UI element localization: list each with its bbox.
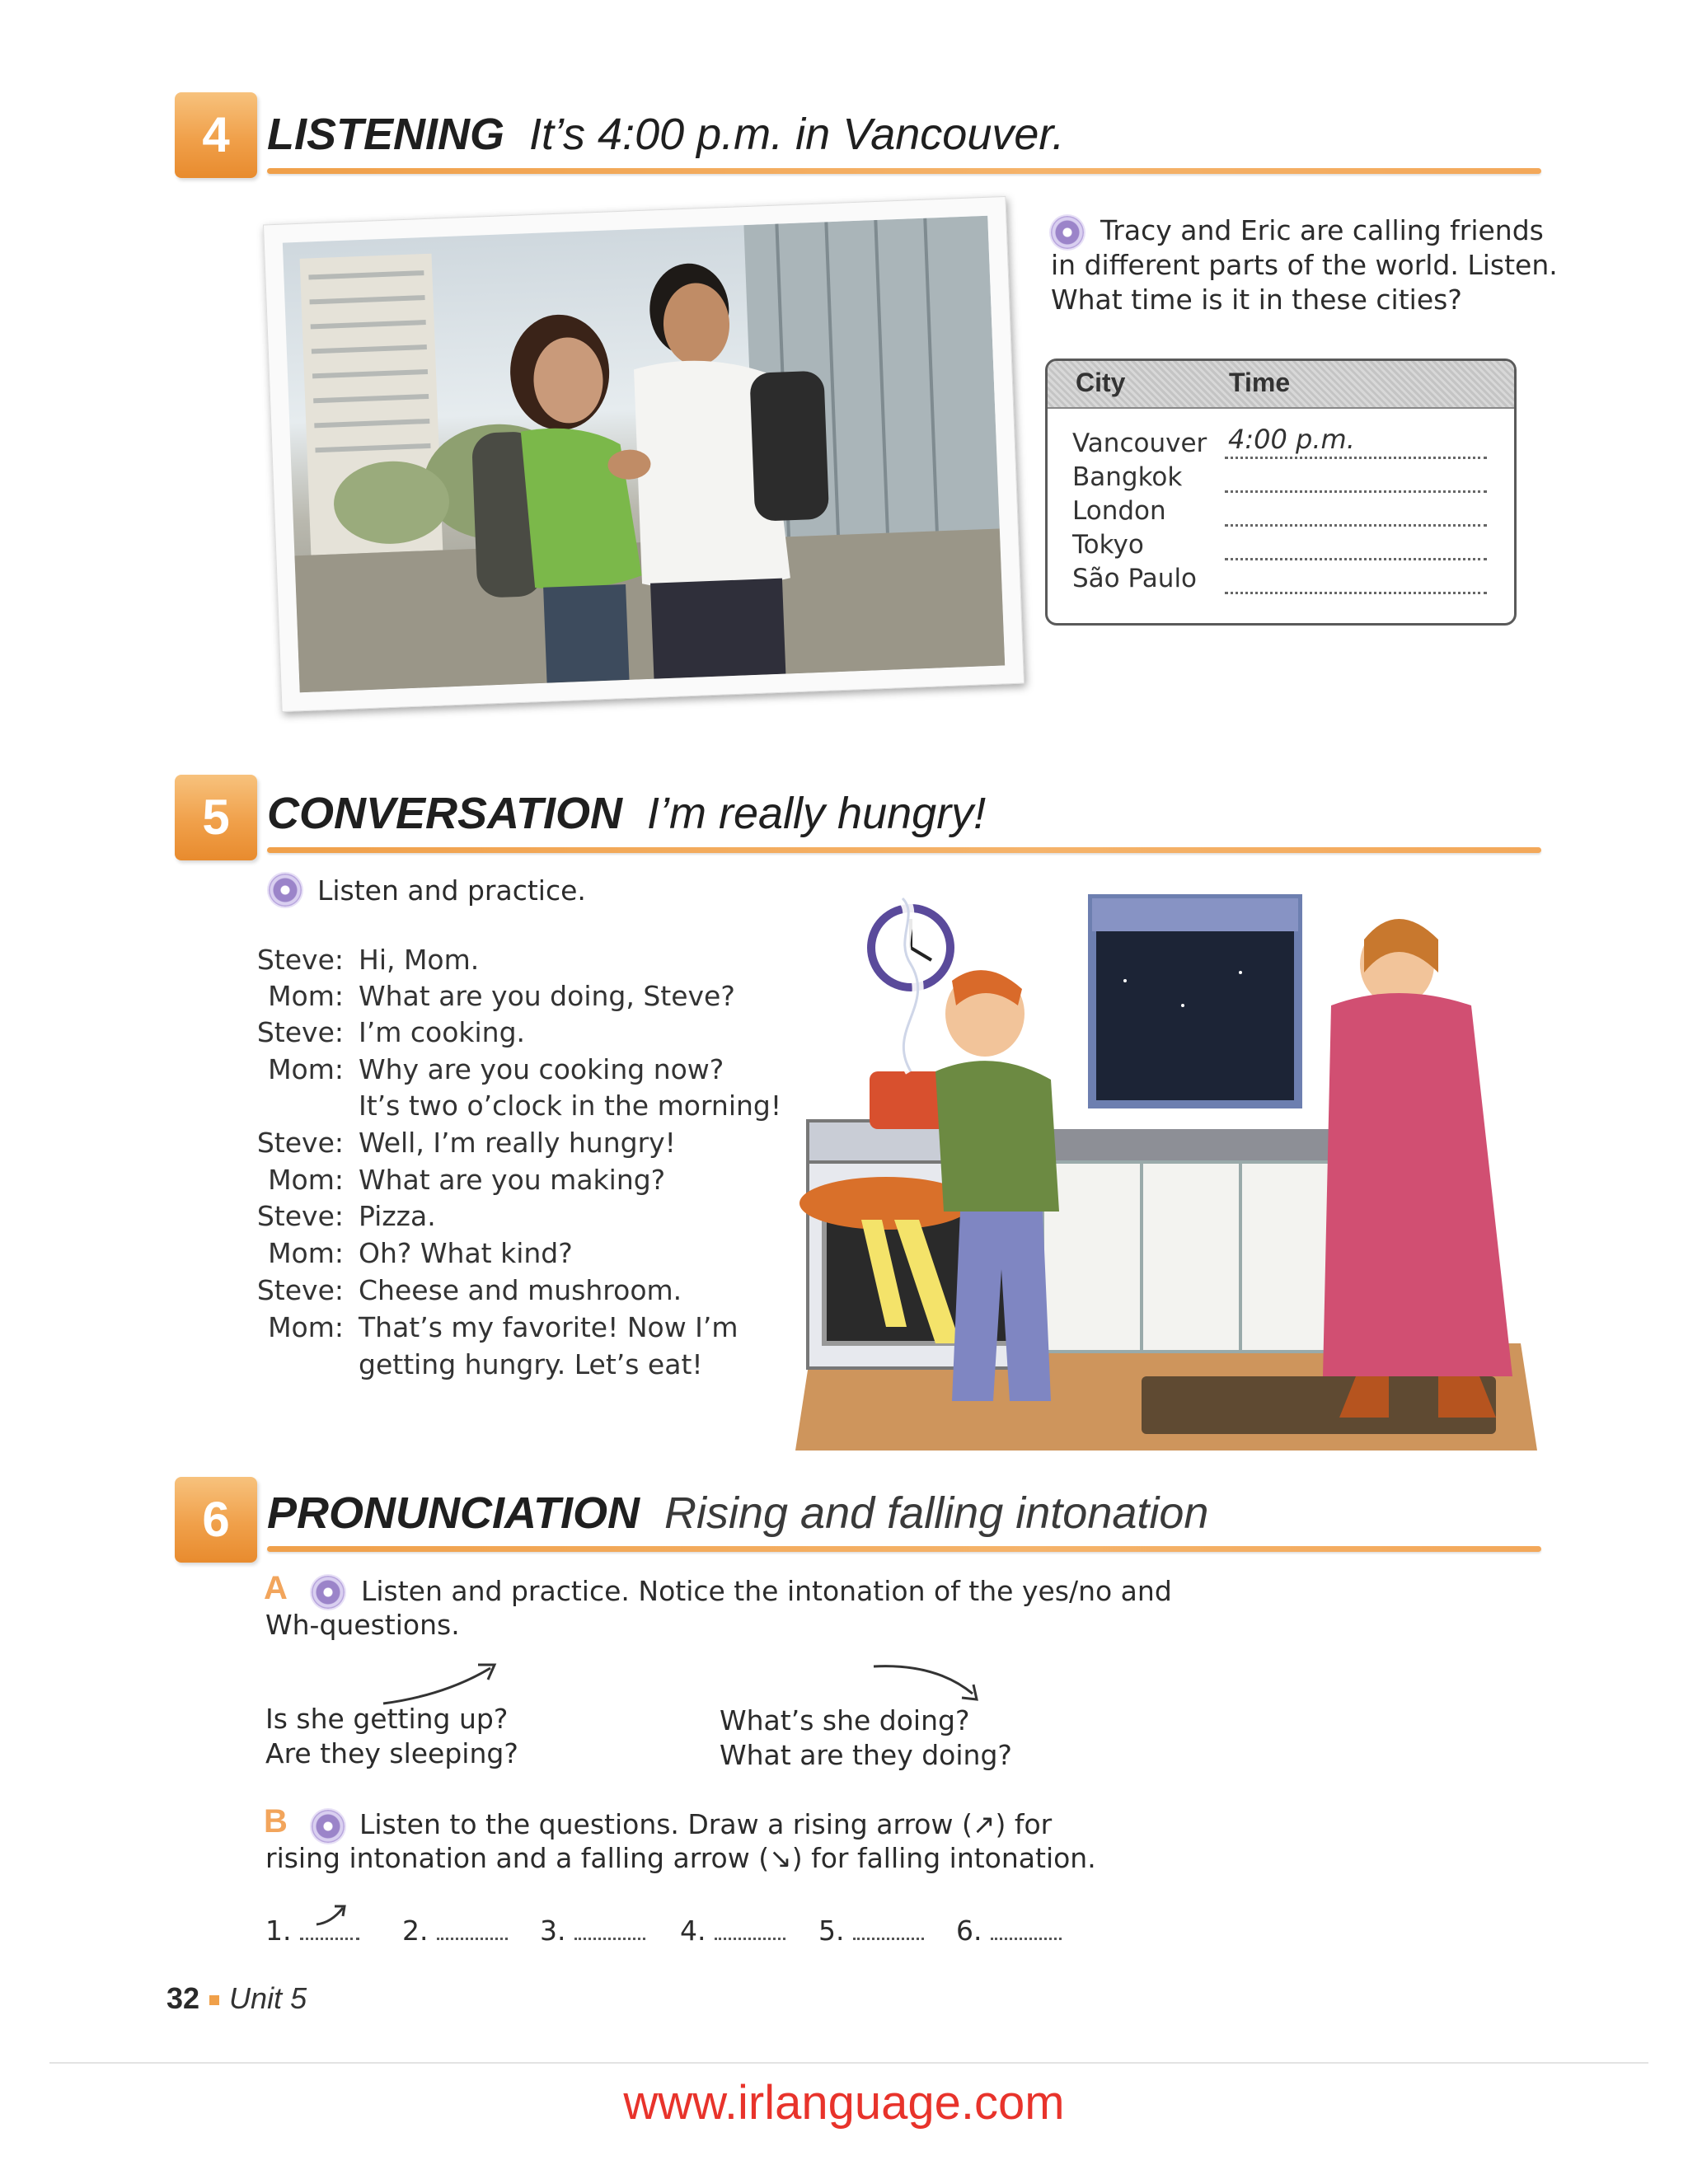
speaker-label: Mom: <box>268 980 344 1012</box>
part-letter-b: B <box>264 1803 288 1840</box>
city-name: Tokyo <box>1072 530 1144 560</box>
table-header <box>1048 361 1514 409</box>
city-name: São Paulo <box>1072 564 1198 593</box>
audio-icon[interactable] <box>1051 216 1084 249</box>
city-name: London <box>1072 496 1166 526</box>
table-row <box>1072 461 1182 494</box>
time-answer-field[interactable] <box>1225 462 1487 493</box>
item-number: 5. <box>818 1915 845 1947</box>
section-number-6: 6 <box>175 1477 257 1563</box>
page-footer <box>166 1981 307 2016</box>
city-time-table <box>1045 359 1517 626</box>
answer-blank[interactable] <box>574 1916 645 1940</box>
table-row <box>1072 494 1166 527</box>
section-divider <box>267 1546 1541 1552</box>
dialogue-line: I’m cooking. <box>359 1016 526 1048</box>
speaker-label: Steve: <box>256 1200 344 1232</box>
dialogue-line: What are you making? <box>359 1164 666 1196</box>
time-answer-field[interactable] <box>1225 424 1487 459</box>
photo-tracy-and-eric <box>283 216 1005 692</box>
dialogue-line: Oh? What kind? <box>359 1237 573 1269</box>
item-number: 4. <box>680 1915 706 1947</box>
section-number-5: 5 <box>175 775 257 860</box>
section-divider <box>267 168 1541 174</box>
audio-icon[interactable] <box>312 1576 345 1609</box>
listening-instruction-line: What time is it in these cities? <box>1051 284 1462 316</box>
dialogue-line: Pizza. <box>359 1200 436 1232</box>
answer-blank[interactable] <box>991 1916 1062 1940</box>
part-a-instruction: Wh-questions. <box>265 1609 460 1641</box>
section-heading: LISTENING <box>267 110 505 159</box>
listening-instruction-line: Tracy and Eric are calling friends <box>1100 214 1544 246</box>
section-number-4: 4 <box>175 92 257 178</box>
city-name: Bangkok <box>1072 462 1183 492</box>
answer-blank[interactable] <box>715 1916 785 1940</box>
speaker-label: Steve: <box>256 944 344 976</box>
item-number: 1. <box>265 1915 292 1947</box>
part-a-instruction: Listen and practice. Notice the intonation of the yes/no and <box>361 1575 1172 1607</box>
part-b-instruction: rising intonation and a falling arrow (↘) for falling intonation. <box>265 1842 1096 1874</box>
conversation-instruction: Listen and practice. <box>317 874 586 907</box>
speaker-label: Steve: <box>256 1274 344 1306</box>
speaker-label: Mom: <box>268 1053 344 1085</box>
speaker-label: Steve: <box>256 1016 344 1048</box>
falling-arrow-icon <box>870 1657 985 1706</box>
kitchen-illustration <box>795 882 1541 1451</box>
answer-item-2 <box>402 1914 508 1948</box>
city-name: Vancouver <box>1072 429 1207 458</box>
dialogue-line: Why are you cooking now? <box>359 1053 724 1085</box>
dialogue-line: That’s my favorite! Now I’m <box>359 1311 738 1343</box>
rising-arrow-icon <box>379 1658 503 1708</box>
watermark-link[interactable]: www.irlanguage.com <box>623 2076 1065 2130</box>
speaker-label: Mom: <box>268 1311 344 1343</box>
answer-item-4 <box>680 1914 785 1948</box>
section-heading: CONVERSATION <box>267 789 623 838</box>
kitchen-cartoon <box>795 882 1541 1451</box>
table-row <box>1072 528 1144 561</box>
answer-blank[interactable] <box>853 1916 924 1940</box>
audio-icon[interactable] <box>312 1810 345 1843</box>
answer-item-6 <box>956 1914 1062 1948</box>
section-heading: PRONUNCIATION <box>267 1488 640 1538</box>
section-title-conversation <box>267 789 986 838</box>
time-answer-field[interactable] <box>1225 530 1487 560</box>
unit-label: Unit 5 <box>229 1981 307 2015</box>
dialogue-line: Well, I’m really hungry! <box>359 1127 676 1159</box>
part-letter-a: A <box>264 1570 288 1606</box>
item-number: 6. <box>956 1915 982 1947</box>
section-subtitle: I’m really hungry! <box>647 789 987 838</box>
section-subtitle: Rising and falling intonation <box>664 1488 1209 1538</box>
dialogue-line: Hi, Mom. <box>359 944 480 976</box>
answer-item-5 <box>818 1914 924 1948</box>
time-answer-field[interactable] <box>1225 496 1487 527</box>
section-title-pronunciation <box>267 1488 1208 1538</box>
wh-question: What are they doing? <box>720 1739 1012 1771</box>
table-header-time: Time <box>1229 368 1291 397</box>
part-b-instruction: Listen to the questions. Draw a rising arrow (↗) for <box>359 1808 1053 1840</box>
footer-rule <box>49 2062 1648 2064</box>
footer-bullet <box>209 1995 219 2005</box>
time-value: 4:00 p.m. <box>1228 424 1355 455</box>
answer-item-3 <box>540 1914 645 1948</box>
audio-icon[interactable] <box>269 874 302 907</box>
speaker-label: Steve: <box>256 1127 344 1159</box>
photo-frame <box>263 196 1025 712</box>
answer-blank[interactable] <box>437 1916 508 1940</box>
section-divider <box>267 847 1541 853</box>
item-number: 2. <box>402 1915 429 1947</box>
speaker-label: Mom: <box>268 1164 344 1196</box>
yes-no-question: Are they sleeping? <box>265 1737 518 1769</box>
section-title-listening <box>267 110 1064 159</box>
time-answer-field[interactable] <box>1225 564 1487 594</box>
table-header-city: City <box>1076 368 1126 397</box>
table-row <box>1072 427 1207 460</box>
rising-arrow-icon <box>313 1901 349 1929</box>
dialogue-line: It’s two o’clock in the morning! <box>359 1090 782 1122</box>
yes-no-question: Is she getting up? <box>265 1703 509 1735</box>
page-number: 32 <box>166 1981 200 2015</box>
photo-illustration <box>283 216 1005 692</box>
listening-instruction-line: in different parts of the world. Listen. <box>1051 249 1558 281</box>
section-subtitle: It’s 4:00 p.m. in Vancouver. <box>529 110 1065 159</box>
answer-item-1 <box>265 1914 359 1948</box>
table-row <box>1072 562 1197 595</box>
dialogue-line: getting hungry. Let’s eat! <box>359 1348 703 1380</box>
speaker-label: Mom: <box>268 1237 344 1269</box>
dialogue-line: Cheese and mushroom. <box>359 1274 682 1306</box>
item-number: 3. <box>540 1915 566 1947</box>
dialogue-line: What are you doing, Steve? <box>359 980 735 1012</box>
answer-blank[interactable] <box>300 1916 359 1940</box>
wh-question: What’s she doing? <box>720 1704 970 1736</box>
